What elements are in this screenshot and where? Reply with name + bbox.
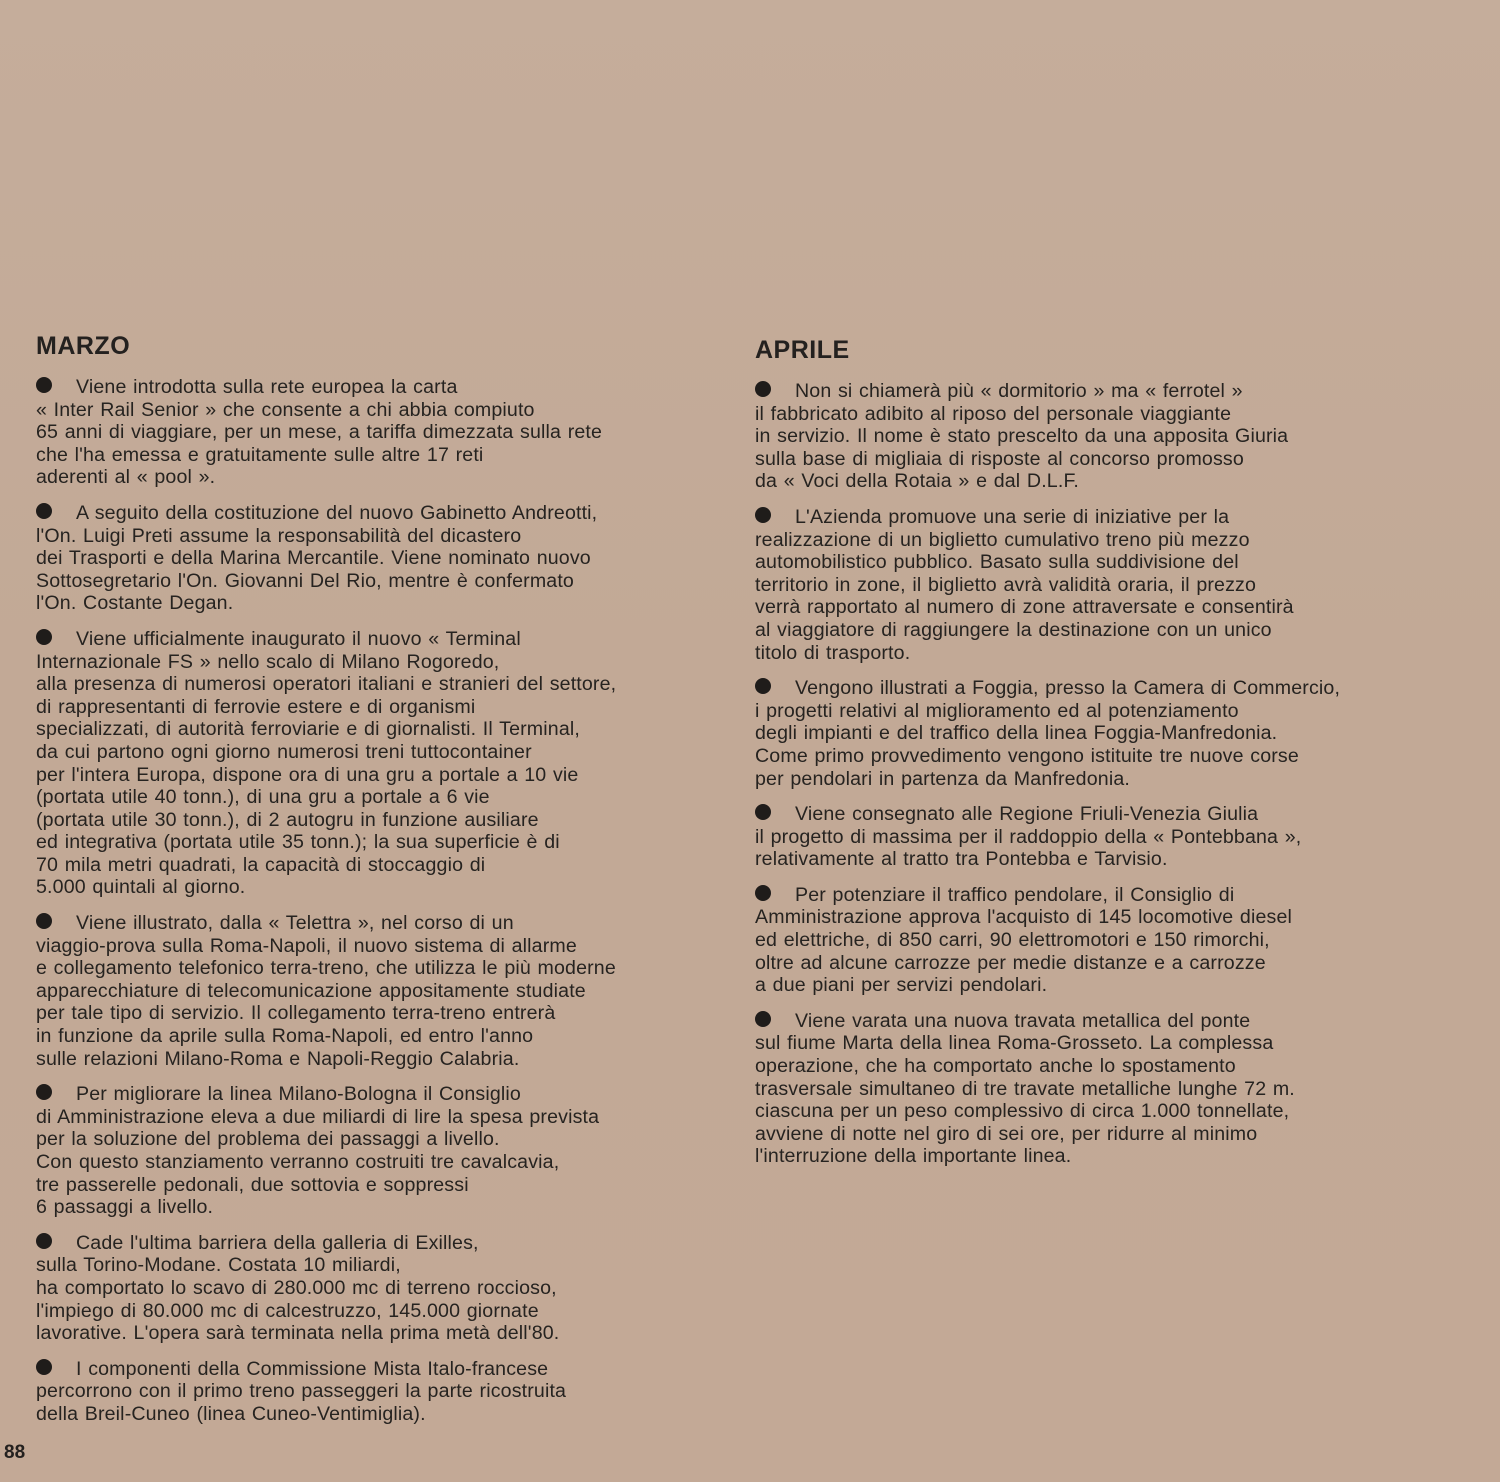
bullet-icon [36,377,52,393]
entry [755,677,1435,790]
heading-marzo: MARZO [36,332,131,360]
entry [36,628,716,899]
entry-text: Viene consegnato alle Regione Friuli-Venezia Giulia il progetto di massima per il raddoppio della « Pontebbana », relativamente al tratto tra Pontebba e Tarvisio. [755,803,1302,871]
entry-text: Non si chiamerà più « dormitorio » ma « ferrotel » il fabbricato adibito al riposo del personale viaggiante in servizio. Il nome è stato prescelto da una apposita Giuria sulla base di migliaia di risposte al concorso promosso da « Voci della Rotaia » e dal D.L.F. [755,380,1289,493]
entry [755,380,1435,493]
page-number: 88 [4,1442,26,1463]
bullet-icon [755,804,771,820]
entry [36,912,716,1070]
bullet-icon [755,381,771,397]
entry [755,506,1435,664]
entry [36,1232,716,1345]
entry-text: Viene varata una nuova travata metallica del ponte sul fiume Marta della linea Roma-Grosseto. La complessa operazione, che ha comportato anche lo spostamento trasversale simultaneo di tre travate metalliche lunghe 72 m. ciascuna per un peso complessivo di circa 1.000 tonnellate, avviene di notte nel giro di sei ore, per ridurre al minimo l'interruzione della importante linea. [755,1009,1295,1168]
entry [755,884,1435,997]
entry-text: I componenti della Commissione Mista Italo-francese percorrono con il primo treno passeggeri la parte ricostruita della Breil-Cuneo (linea Cuneo-Ventimiglia). [36,1357,567,1425]
entry-text: Per migliorare la linea Milano-Bologna il Consiglio di Amministrazione eleva a due miliardi di lire la spesa prevista per la soluzione del problema dei passaggi a livello. Con questo stanziamento verranno costruiti tre cavalcavia, tre passerelle pedonali, due sottovia e soppressi 6 passaggi a livello. [36,1083,600,1219]
entry-text: A seguito della costituzione del nuovo Gabinetto Andreotti, l'On. Luigi Preti assume la responsabilità del dicastero dei Trasporti e della Marina Mercantile. Viene nominato nuovo Sottosegretario l'On. Giovanni Del Rio, mentre è confermato l'On. Costante Degan. [36,501,598,615]
entry-text: Per potenziare il traffico pendolare, il Consiglio di Amministrazione approva l'acquisto di 145 locomotive diesel ed elettriche, di 850 carri, 90 elettromotori e 150 rimorchi, oltre ad alcune carrozze per medie distanze e a carrozze a due piani per servizi pendolari. [755,883,1293,997]
bullet-icon [36,629,52,645]
bullet-icon [755,885,771,901]
entry-text: Vengono illustrati a Foggia, presso la Camera di Commercio, i progetti relativi al miglioramento ed al potenziamento degli impianti e del traffico della linea Foggia-Manfredonia. Come primo provvedimento vengono istituite tre nuove corse per pendolari in partenza da Manfredonia. [755,677,1341,790]
entry-text: Viene introdotta sulla rete europea la carta « Inter Rail Senior » che consente a chi abbia compiuto 65 anni di viaggiare, per un mese, a tariffa dimezzata sulla rete che l'ha emessa e gratuitamente sulle altre 17 reti aderenti al « pool ». [36,376,603,489]
bullet-icon [755,507,771,523]
entry [36,1083,716,1219]
entry-text: Cade l'ultima barriera della galleria di Exilles, sulla Torino-Modane. Costata 10 miliardi, ha comportato lo scavo di 280.000 mc di terreno roccioso, l'impiego di 80.000 mc di calcestruzzo, 145.000 giornate lavorative. L'opera sarà terminata nella prima metà dell'80. [36,1231,560,1345]
entry-text: Viene illustrato, dalla « Telettra », nel corso di un viaggio-prova sulla Roma-Napoli, il nuovo sistema di allarme e collegamento telefonico terra-treno, che utilizza le più moderne apparecchiature di telecomunicazione appositamente studiate per tale tipo di servizio. Il collegamento terra-treno entrerà in funzione da aprile sulla Roma-Napoli, ed entro l'anno sulle relazioni Milano-Roma e Napoli-Reggio Calabria. [36,912,616,1070]
column-aprile [755,330,1435,1181]
bullet-icon [36,1233,52,1249]
entry [36,502,716,615]
heading-aprile: APRILE [755,336,850,364]
entry [755,1010,1435,1168]
entry-text: L'Azienda promuove una serie di iniziative per la realizzazione di un biglietto cumulativo treno più mezzo automobilistico pubblico. Basato sulla suddivisione del territorio in zone, il biglietto avrà validità oraria, il prezzo verrà rapportato al numero di zone attraversate e consentirà al viaggiatore di raggiungere la destinazione con un unico titolo di trasporto. [755,505,1294,664]
entry [755,803,1435,871]
bullet-icon [36,1359,52,1375]
column-marzo [36,330,716,1439]
entry [36,1358,716,1426]
bullet-icon [36,503,52,519]
entry-text: Viene ufficialmente inaugurato il nuovo « Terminal Internazionale FS » nello scalo di Milano Rogoredo, alla presenza di numerosi operatori italiani e stranieri del settore, di rappresentanti di ferrovie estere e di organismi specializzati, di autorità ferroviarie e di giornalisti. Il Terminal, da cui partono ogni giorno numerosi treni tuttocontainer per l'intera Europa, dispone ora di una gru a portale a 10 vie (portata utile 40 tonn.), di una gru a portale a 6 vie (portata utile 30 tonn.), di 2 autogru in funzione ausiliare ed integrativa (portata utile 35 tonn.); la sua superficie è di 70 mila metri quadrati, la capacità di stoccaggio di 5.000 quintali al giorno. [36,627,617,899]
bullet-icon [755,678,771,694]
entry [36,376,716,489]
bullet-icon [36,913,52,929]
bullet-icon [755,1011,771,1027]
bullet-icon [36,1084,52,1100]
